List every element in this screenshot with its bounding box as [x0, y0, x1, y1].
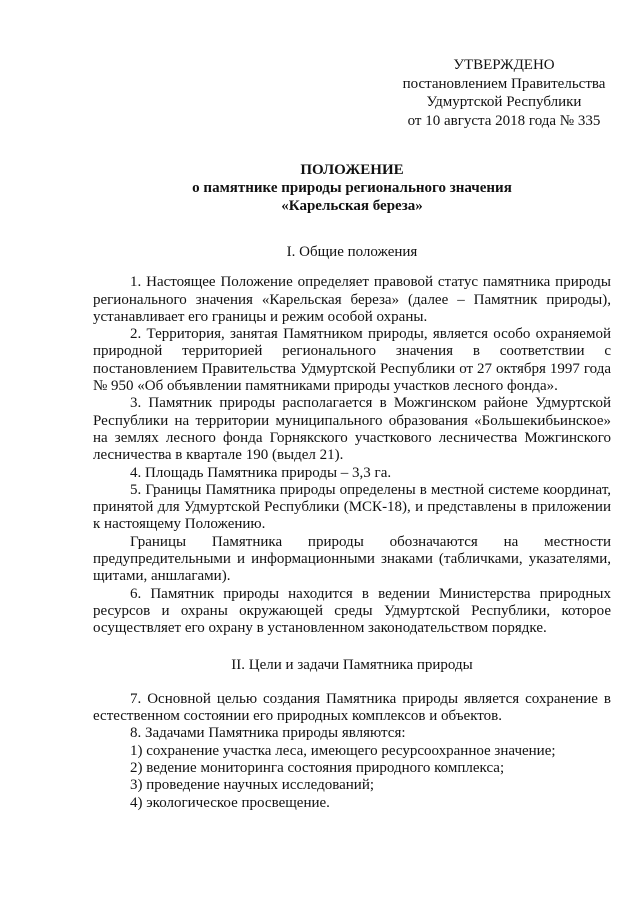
task-item: 2) ведение мониторинга состояния природного комплекса; [130, 760, 505, 777]
section-goals-and-tasks [93, 657, 611, 812]
title-main: ПОЛОЖЕНИЕ [300, 162, 404, 178]
document-body [93, 244, 611, 812]
paragraph-4: 4. Площадь Памятника природы – 3,3 га. [130, 464, 392, 481]
approval-block [394, 56, 614, 130]
approval-line: Удмуртской Республики [426, 94, 582, 110]
title-object-name: «Карельская береза» [281, 198, 423, 214]
paragraph-7: 7. Основной целью создания Памятника природы является сохранение в естественном состоянии его природных комплексов и объектов. [93, 690, 611, 725]
paragraph-3: 3. Памятник природы располагается в Можгинском районе Удмуртской Республики на территории муниципального образования «Большекибьинское» на землях лесного фонда Горнякского участкового лесничества Можгинского лесничества в квартале 190 (выдел 21). [93, 395, 611, 464]
paragraph-5: 5. Границы Памятника природы определены в местной системе координат, принятой для Удмуртской Республики (МСК-18), и представлены в приложении к настоящему Положению. [93, 481, 611, 533]
section-general-provisions [93, 244, 611, 638]
approval-line: постановлением Правительства [402, 75, 606, 92]
section-heading: I. Общие положения [286, 244, 418, 260]
task-item: 3) проведение научных исследований; [130, 777, 375, 794]
approval-stamp-label: УТВЕРЖДЕНО [453, 57, 555, 73]
paragraph-2: 2. Территория, занятая Памятником природы, является особо охраняемой природной территорией регионального значения в соответствии с постановлением Правительства Удмуртской Республики от 27 октября 1997 года № 950 «Об объявлении памятниками природы участков лесного фонда». [93, 326, 611, 395]
title-subtitle: о памятнике природы регионального значения [192, 180, 512, 196]
task-item: 4) экологическое просвещение. [130, 794, 330, 811]
document-title [93, 161, 611, 215]
paragraph-8: 8. Задачами Памятника природы являются: [130, 725, 406, 742]
task-item: 1) сохранение участка леса, имеющего ресурсоохранное значение; [130, 742, 556, 759]
approval-date-number: от 10 августа 2018 года № 335 [407, 112, 601, 129]
section-heading: II. Цели и задачи Памятника природы [231, 656, 473, 673]
paragraph-6: 6. Памятник природы находится в ведении Министерства природных ресурсов и охраны окружающей среды Удмуртской Республики, которое осуществляет его охрану в установленном законодательством порядке. [93, 585, 611, 637]
paragraph-5-boundaries: Границы Памятника природы обозначаются на местности предупредительными и информационными знаками (табличками, указателями, щитами, аншлагами). [93, 533, 611, 585]
paragraph-1: 1. Настоящее Положение определяет правовой статус памятника природы регионального значения «Карельская береза» (далее – Памятник природы), устанавливает его границы и режим особой охраны. [93, 274, 611, 325]
